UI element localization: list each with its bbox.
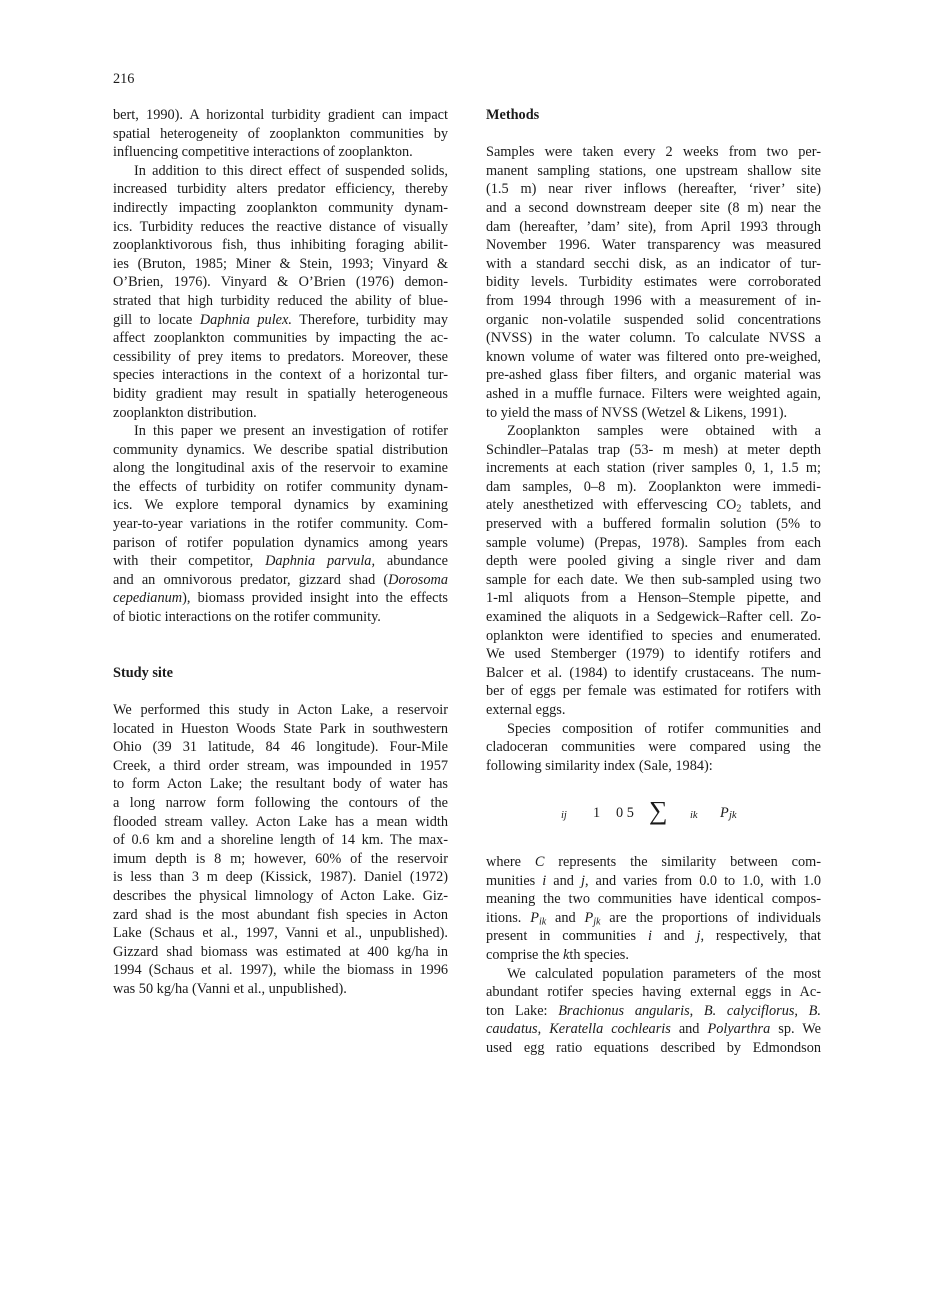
text-line: and a second downstream deeper site (8 m) near the [486,199,821,216]
text-line [113,645,448,664]
text-line: located in Hueston Woods State Park in southwestern [113,720,448,737]
text-line: Lake (Schaus et al., 1997, Vanni et al., unpublished). [113,925,448,942]
text-line: ton Lake: Brachionus angularis, B. calyciflorus, B. [486,1002,821,1019]
text-line [113,627,448,646]
text-line: caudatus, Keratella cochlearis and Polyarthra sp. We [486,1021,821,1038]
text-line: year-to-year variations in the rotifer community. Com- [113,516,448,533]
text-line: bidity gradient may result in spatially heterogeneous [113,385,448,402]
text-line [486,125,821,144]
text-line: was 50 kg/ha (Vanni et al., unpublished). [113,980,347,997]
formula-subscript-jk: jk [729,810,737,821]
text-line: cepedianum), biomass provided insight into the effects [113,590,448,607]
text-line: munities i and j, and varies from 0.0 to 1.0, with 1.0 [486,872,821,889]
text-line: parison of rotifer population dynamics among years [113,534,448,551]
text-line: ies (Bruton, 1985; Miner & Stein, 1993; Vinyard & [113,255,448,272]
text-line: influencing competitive interactions of zooplankton. [113,144,413,161]
text-line: Samples were taken every 2 weeks from two per- [486,144,821,161]
text-line: In this paper we present an investigation of rotifer [134,423,448,440]
section-heading: Study site [113,664,173,681]
text-line: zooplanktivorous fish, thus inhibiting foraging abilit- [113,237,448,254]
text-line: zooplankton distribution. [113,404,257,421]
text-line: In addition to this direct effect of suspended solids, [134,162,448,179]
text-line: describes the physical limnology of Acton Lake. Giz- [113,887,448,904]
text-line: cladoceran communities were compared using the [486,739,821,756]
text-line: meaning the two communities have identical compos- [486,891,821,908]
text-line: present in communities i and j, respectively, that [486,928,821,945]
text-line: the effects of turbidity on rotifer community dynam- [113,478,448,495]
text-line: manent sampling stations, one upstream shallow site [486,162,821,179]
text-line: following similarity index (Sale, 1984): [486,757,713,774]
text-line: strated that high turbidity reduced the ability of blue- [113,292,448,309]
formula-subscript-ij: ij [561,810,567,821]
text-line: where C represents the similarity between com- [486,854,821,870]
page-number: 216 [113,71,135,87]
text-line: species interactions in the context of a horizontal tur- [113,367,448,384]
text-line: known volume of water was filtered onto pre-weighed, [486,348,821,365]
text-line: bidity levels. Turbidity estimates were corroborated [486,274,821,291]
text-line: Creek, a third order stream, was impounded in 1957 [113,757,448,774]
section-heading: Methods [486,107,540,123]
text-line: to form Acton Lake; the resultant body of water has [113,776,448,793]
right-column-continued [486,853,821,1058]
text-line: ics. Turbidity reduces the reactive distance of visually [113,218,448,235]
text-line: dam samples, 0–8 m). Zooplankton were immedi- [486,478,821,495]
text-line: bert, 1990). A horizontal turbidity gradient can impact [113,107,448,123]
text-line: and an omnivorous predator, gizzard shad (Dorosoma [113,571,448,588]
text-line: ics. We explore temporal dynamics by examining [113,497,448,514]
text-line: spatial heterogeneity of zooplankton communities by [113,125,448,142]
text-line: along the longitudinal axis of the reservoir to examine [113,460,448,477]
text-line: imum depth is 8 m; however, 60% of the reservoir [113,850,448,867]
text-line: gill to locate Daphnia pulex. Therefore, turbidity may [113,311,448,328]
text-line: ately anesthetized with effervescing $CO_2$ tablets, and [486,497,821,515]
formula-subscript-ik: ik [690,810,698,821]
text-line: affect zooplankton communities by impacting the ac- [113,330,448,347]
text-line: sample volume) (Prepas, 1978). Samples from each [486,534,821,551]
text-line: pre-ashed glass fiber filters, and organic material was [486,367,821,384]
text-line: with a standard secchi disk, as an indicator of tur- [486,255,821,272]
text-line: ashed in a muffle furnace. Filters were weighted again, [486,385,821,402]
formula-one: 1 [593,805,601,821]
text-line: ber of eggs per female was estimated for rotifers with [486,683,821,700]
text-line: of 0.6 km and a shoreline length of 14 km. The max- [113,832,448,849]
text-line: oplankton were identified to species and enumerated. [486,627,821,644]
text-line: examined the aliquots in a Sedgewick–Rafter cell. Zo- [486,609,821,626]
text-line: used egg ratio equations described by Edmondson [486,1039,821,1056]
text-line: Zooplankton samples were obtained with a [507,423,821,440]
text-line: (1.5 m) near river inflows (hereafter, ‘river’ site) [486,181,821,198]
text-line: Schindler–Patalas trap (53- m mesh) at meter depth [486,441,821,458]
text-line: Ohio (39 31 latitude, 84 46 longitude). Four-Mile [113,739,448,756]
text-line: itions. $P_{ik}$ and $P_{jk}$ are the proportions of individuals [486,909,821,928]
text-line: increments at each station (river samples 0, 1, 1.5 m; [486,460,821,477]
formula-p: P [720,805,729,821]
text-line: with their competitor, Daphnia parvula, abundance [113,553,448,570]
text-line: flooded stream valley. Acton Lake has a mean width [113,813,448,830]
formula-sigma: ∑ [649,796,668,825]
text-line: depth were pooled giving a single river and dam [486,553,821,570]
text-line: to yield the mass of NVSS (Wetzel & Likens, 1991). [486,404,788,421]
text-line: community dynamics. We describe spatial distribution [113,441,448,458]
left-column [113,106,448,999]
text-line: Species composition of rotifer communities and [507,720,821,737]
text-line: sample for each date. We then sub-sampled using two [486,571,821,588]
text-line: dam (hereafter, ’dam’ site), from April 1993 through [486,218,821,235]
text-line: (NVSS) in the water column. To calculate NVSS a [486,330,821,347]
text-line: organic non-volatile suspended solid concentrations [486,311,821,328]
text-line: increased turbidity alters predator efficiency, thereby [113,181,448,198]
text-line: is less than 3 m deep (Kissick, 1987). Daniel (1972) [113,869,448,886]
similarity-index-formula [486,796,821,830]
text-line: O’Brien, 1976). Vinyard & O’Brien (1976) demon- [113,274,448,291]
text-line: zard shad is the most abundant fish species in Acton [113,906,448,923]
text-line: comprise the kth species. [486,946,629,963]
text-line: Gizzard shad biomass was estimated at 400 kg/ha in [113,943,448,960]
text-line: November 1996. Water transparency was measured [486,237,821,254]
right-column-methods [486,106,821,775]
text-line: cessibility of prey items to predators. Moreover, these [113,348,448,365]
text-line: We used Stemberger (1979) to identify rotifers and [486,646,821,663]
text-line: a long narrow form following the contours of the [113,794,448,811]
text-line [113,682,448,701]
text-line: from 1994 through 1996 with a measurement of in- [486,292,821,309]
text-line: We performed this study in Acton Lake, a reservoir [113,702,448,718]
text-line: of biotic interactions on the rotifer community. [113,609,381,626]
text-line: indirectly impacting zooplankton community dynam- [113,199,448,216]
text-line: We calculated population parameters of the most [507,965,821,982]
text-line: preserved with a buffered formalin solution (5% to [486,516,821,533]
text-line: external eggs. [486,702,566,718]
text-line: abundant rotifer species having external eggs in Ac- [486,984,821,1001]
formula-half: 0 5 [616,805,634,821]
text-line: 1-ml aliquots from a Henson–Stemple pipette, and [486,590,821,607]
text-line: 1994 (Schaus et al. 1997), while the biomass in 1996 [113,962,448,979]
text-line: Balcer et al. (1984) to identify crustaceans. The num- [486,664,821,681]
